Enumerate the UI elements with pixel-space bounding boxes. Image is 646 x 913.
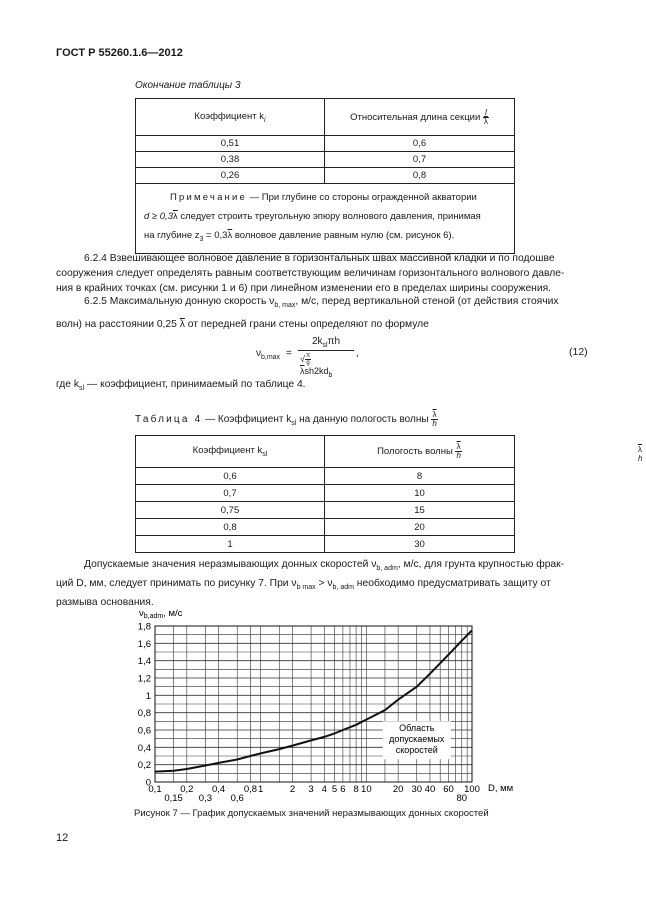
y-tick-label: 1,8 <box>137 621 151 633</box>
paragraph-allowable: Допускаемые значения неразмывающих донных скоростей $\nu_{b, adm}$, м/с, для грунта крупностью фрак- ций D, мм, следует принимать по рисунку 7. При $\nu_{b max} > \nu_{b, adm}$ необходимо предусматривать защиту от размыва основания. <box>56 559 565 609</box>
x-tick-label: 0,8 <box>243 784 258 795</box>
y-tick-label: 0,8 <box>137 708 151 720</box>
x-tick-label: 4 <box>321 784 327 795</box>
formula-number: (12) <box>569 346 588 358</box>
table3-header-coef: Коэффициент $k_i$ <box>136 99 325 136</box>
table3-caption: Окончание таблицы 3 <box>135 80 241 91</box>
x-tick-label: 6 <box>340 784 346 795</box>
x-tick-label: 0,4 <box>212 784 226 795</box>
annotation-line: скоростей <box>395 745 438 756</box>
x-tick-label: 0,15 <box>164 793 183 804</box>
chart-y-ticks <box>138 622 151 789</box>
y-tick-label: 1 <box>145 690 151 702</box>
chart-x-label: D, мм <box>488 783 514 794</box>
table4-header-steepness: Пологость волны $\frac{\overline{\lambda}}{h}$ <box>325 436 515 468</box>
chart-y-label: $\nu_{b,adm}$, м/с <box>139 608 183 620</box>
table-row: 0,38 0,7 <box>136 152 515 168</box>
paragraph-6-2-5: 6.2.5 Максимальную донную скорость $\nu_{b, max}$, м/с, перед вертикальной стеной (от действия стоячих волн) на расстоянии 0,25 $\overline{\lambda}$ от передней грани стены определяют по формуле <box>56 296 559 331</box>
table-row: 0,6 8 <box>136 468 515 485</box>
x-tick-label: 0,6 <box>230 793 244 804</box>
table3-header-length: Относительная длина секции $\frac{l}{\lambda}$ <box>325 99 515 136</box>
y-tick-label: 1,2 <box>137 673 151 685</box>
table-row: 0,75 15 <box>136 502 515 519</box>
table-row: 1 30 <box>136 536 515 553</box>
table3-note: Примечание — При глубине со стороны огражденной акватории $d \ge 0,3\overline{\lambda}$ следует строить треугольную эпюру волнового давления, принимая на глубине $z_3 = 0,3\overline{\lambda}$ волновое давление равным нулю (см. рисунок 6). <box>136 184 515 254</box>
x-tick-label: 0,1 <box>148 784 162 795</box>
y-tick-label: 1,6 <box>137 638 151 650</box>
chart-annotation <box>383 721 451 759</box>
where-line: где $k_{sl}$ — коэффициент, принимаемый по таблице 4. <box>56 379 306 393</box>
figure-7-caption: Рисунок 7 — График допускаемых значений неразмывающих донных скоростей <box>134 808 489 819</box>
x-tick-label: 3 <box>308 784 314 795</box>
edge-fraction: $\overline{\lambda}$ h <box>638 445 643 463</box>
x-tick-label: 1 <box>258 784 264 795</box>
y-tick-label: 0,2 <box>137 760 151 772</box>
table4-header-coef: Коэффициент $k_{sl}$ <box>136 436 325 468</box>
x-tick-label: 5 <box>331 784 338 795</box>
annotation-line: допускаемых <box>389 734 445 745</box>
table-row: 0,51 0,6 <box>136 136 515 152</box>
x-tick-label: 60 <box>443 784 454 795</box>
x-tick-label: 100 <box>464 784 480 795</box>
x-tick-label: 2 <box>289 784 296 795</box>
annotation-line: Область <box>399 723 435 734</box>
y-tick-label: 0,4 <box>137 742 151 754</box>
x-tick-label: 40 <box>424 784 436 795</box>
page-number: 12 <box>56 832 69 844</box>
y-tick-label: 0,6 <box>137 725 151 737</box>
x-tick-label: 80 <box>456 793 468 804</box>
document-header: ГОСТ Р 55260.1.6—2012 <box>56 47 183 59</box>
y-tick-label: 0 <box>145 777 151 789</box>
x-tick-label: 10 <box>361 784 372 795</box>
table4-caption: Таблица 4 — Коэффициент $k_{sl}$ на данную пологость волны $\frac{\overline{\lambda}}{h}$ <box>135 410 437 428</box>
x-tick-label: 30 <box>411 784 423 795</box>
paragraph-6-2-4: 6.2.4 Взвешивающее волновое давление в горизонтальных швах массивной кладки и по подошве сооружения следует определять равным соответствующим величинам горизонтального волнового давле- ния в крайних точках (см. рисунки 1 и 6) при линейном изменении его в пределах ширины сооружения. <box>56 253 565 294</box>
x-tick-label: 0,3 <box>198 793 213 804</box>
x-tick-label: 0,2 <box>180 784 194 795</box>
x-tick-label: 8 <box>353 784 359 795</box>
table-row: 0,8 20 <box>136 519 515 536</box>
table-row: 0,26 0,8 <box>136 168 515 184</box>
y-tick-label: 1,4 <box>137 656 151 668</box>
chart-x-ticks <box>148 784 480 804</box>
x-tick-label: 20 <box>392 784 404 795</box>
table-row: 0,7 10 <box>136 485 515 502</box>
